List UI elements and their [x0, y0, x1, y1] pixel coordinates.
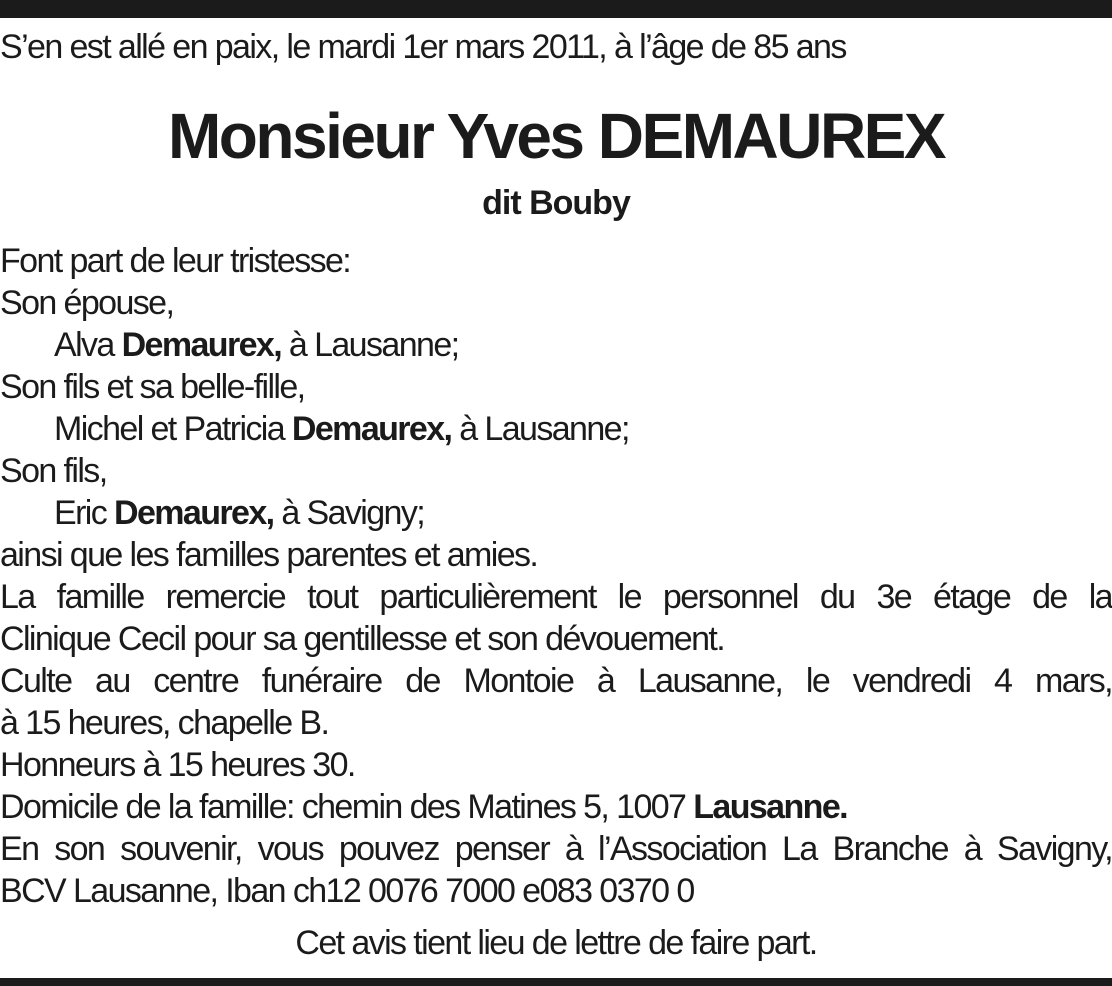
relation-son: Son fils, [0, 452, 107, 490]
family-intro: Font part de leur tristesse: [0, 242, 351, 280]
footer-note: Cet avis tient lieu de lettre de faire part. [295, 924, 817, 962]
relation-son-and-daughter-in-law: Son fils et sa belle-fille, [0, 368, 305, 406]
person-spouse-surname: Demaurex, [121, 326, 282, 364]
person-son-couple-surname: Demaurex, [291, 410, 452, 448]
domicile-city: Lausanne. [693, 788, 847, 826]
service-line-2: à 15 heures, chapelle B. [0, 704, 329, 742]
person-son-firstname: Eric [54, 494, 115, 532]
intro-line: S’en est allé en paix, le mardi 1er mars 2011, à l’âge de 85 ans [0, 28, 846, 66]
memory-line-1: En son souvenir, vous pouvez penser à l’Association La Branche à Savigny, [0, 830, 1112, 868]
person-son-couple-firstnames: Michel et Patricia [54, 410, 292, 448]
person-son-and-daughter-in-law [0, 408, 1112, 450]
family-others: ainsi que les familles parentes et amies. [0, 536, 538, 574]
bottom-border-rule [0, 978, 1112, 986]
service-line-1: Culte au centre funéraire de Montoie à Lausanne, le vendredi 4 mars, [0, 662, 1112, 700]
person-spouse-firstname: Alva [54, 326, 122, 364]
deceased-nickname: dit Bouby [482, 184, 630, 222]
honors-line: Honneurs à 15 heures 30. [0, 746, 355, 784]
top-border-rule [0, 0, 1112, 18]
deceased-name: Monsieur Yves DEMAUREX [167, 100, 945, 172]
thanks-line-2: Clinique Cecil pour sa gentillesse et son dévouement. [0, 620, 725, 658]
thanks-line-1: La famille remercie tout particulièrement le personnel du 3e étage de la [0, 578, 1112, 616]
person-spouse [0, 324, 1112, 366]
person-son [0, 492, 1112, 534]
person-son-surname: Demaurex, [114, 494, 274, 532]
person-son-location: à Savigny; [273, 494, 425, 532]
domicile-address: Domicile de la famille: chemin des Matines 5, 1007 [0, 788, 694, 826]
domicile-line [0, 786, 1112, 828]
memory-line-2: BCV Lausanne, Iban ch12 0076 7000 e083 0370 0 [0, 872, 694, 910]
person-spouse-location: à Lausanne; [281, 326, 459, 364]
relation-spouse: Son épouse, [0, 284, 174, 322]
person-son-couple-location: à Lausanne; [451, 410, 629, 448]
